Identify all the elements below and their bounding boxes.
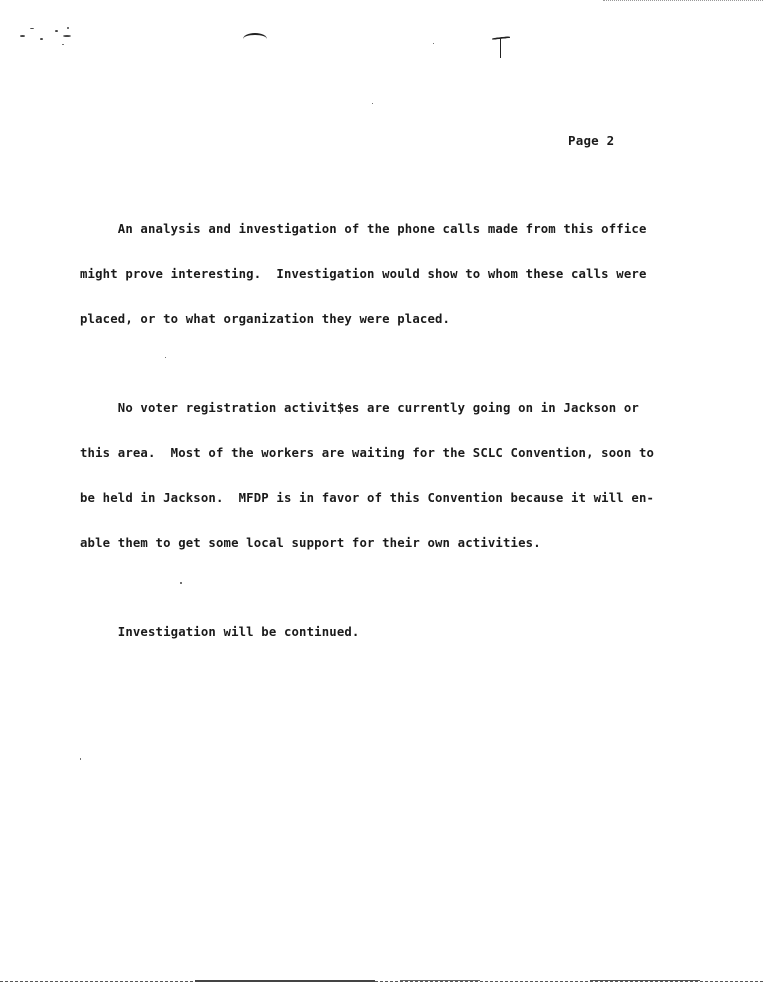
text-line: able them to get some local support for their own activities. [80,536,541,550]
scan-speck [372,103,373,104]
paragraph [80,371,680,581]
text-line: Investigation will be continued. [80,625,360,639]
punch-hole-mark [243,33,267,45]
scan-speck [20,35,25,37]
document-body [80,192,680,684]
text-line: placed, or to what organization they were placed. [80,312,451,326]
scan-speck [433,43,434,44]
scan-bottom-edge [0,981,763,982]
scan-speck [62,44,64,45]
scan-speck [80,758,81,760]
paragraph [80,595,680,670]
scan-bottom-edge [590,980,700,981]
text-line: No voter registration activit$es are currently going on in Jackson or [80,401,639,415]
scan-bottom-edge [195,980,375,982]
text-line: be held in Jackson. MFDP is in favor of this Convention because it will en- [80,491,655,505]
scan-speck [55,30,58,32]
punch-hole-mark [492,36,510,40]
punch-hole-mark [500,38,501,58]
scan-edge-mark [603,0,763,3]
scan-speck [67,27,69,29]
text-line: might prove interesting. Investigation would show to whom these calls were [80,267,647,281]
scan-speck [40,38,43,40]
text-line: this area. Most of the workers are waiting for the SCLC Convention, soon to [80,446,655,460]
scan-speck [63,35,71,37]
page-number: Page 2 [568,133,615,148]
scan-speck [30,28,34,29]
paragraph [80,192,680,357]
scan-bottom-edge [400,980,480,981]
text-line: An analysis and investigation of the phone calls made from this office [80,222,647,236]
